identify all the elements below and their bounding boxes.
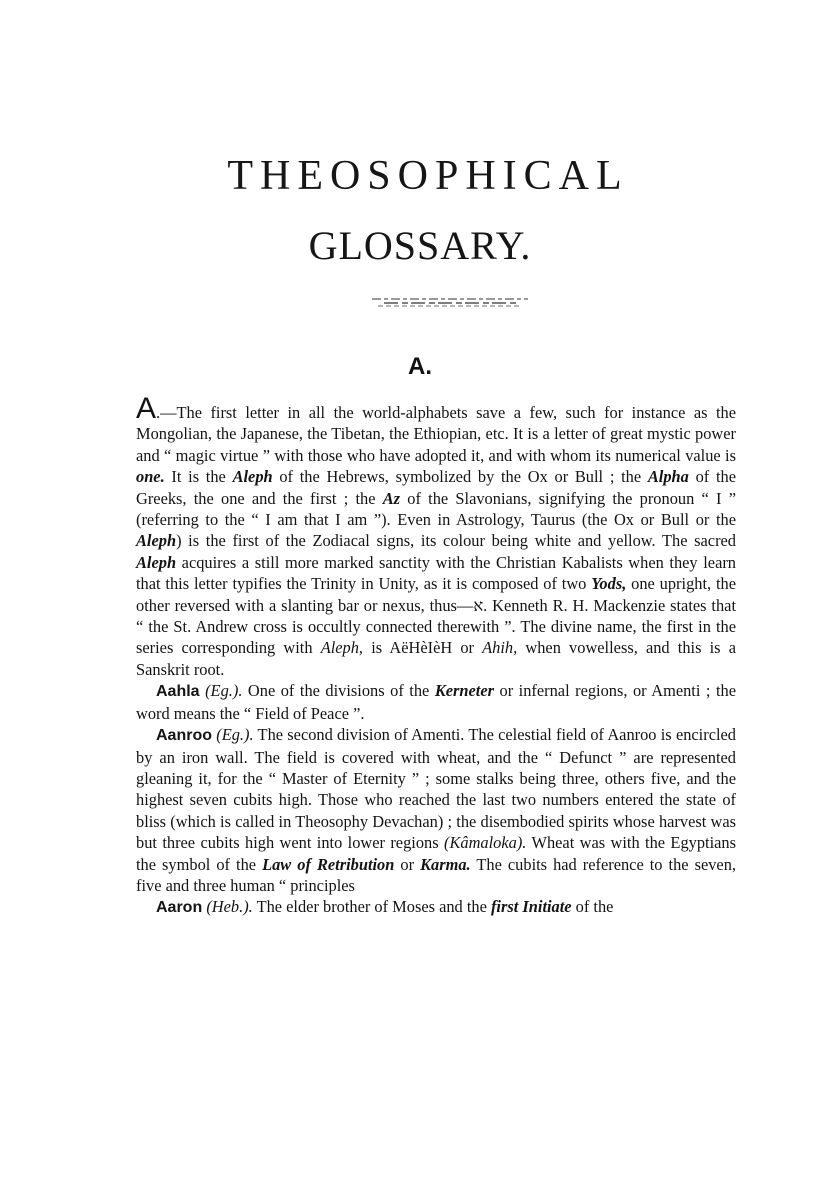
entry-origin: (Eg.). bbox=[216, 725, 254, 745]
entry-text: The second division of Amenti. The celestial field of Aanroo is encircled by an iron wall. The field is covered with wheat, and the “ Defunct ” are represented gleaning it, for the “ Master of Eternity ” ; some stalks being three, others five, and the highest seven cubits high. Those who reached the last two numbers entered the state of bliss (which is called in Theosophy Devachan) ; the disembodied spirits whose harvest was but three cubits high went into lower regions bbox=[136, 725, 736, 853]
entry-aaron bbox=[136, 896, 736, 918]
entry-aahla bbox=[136, 680, 736, 724]
entry-emphasis: Az bbox=[382, 488, 401, 508]
entry-emphasis: Yods, bbox=[591, 574, 627, 594]
entry-text: of the Greeks, the one and the first ; the bbox=[136, 467, 737, 508]
entry-text: or bbox=[394, 854, 421, 874]
entry-a bbox=[136, 392, 737, 680]
entry-emphasis: Law of Retribution bbox=[262, 854, 395, 874]
entry-aanroo bbox=[136, 724, 736, 896]
entry-emphasis: Ahih, bbox=[482, 638, 518, 658]
entry-text: .—The first letter in all the world-alphabets save a few, such for instance as the Mongolian, the Japanese, the Tibetan, the Ethiopian, etc. It is a letter of great mystic power and “ magic virtue ” with those who have adopted it, and with whom its numerical value is bbox=[136, 403, 736, 465]
entry-emphasis: Aleph bbox=[232, 467, 273, 487]
entry-term: Aanroo bbox=[156, 727, 212, 745]
entry-emphasis: Kerneter bbox=[434, 681, 494, 701]
entry-emphasis: Aleph, bbox=[320, 638, 364, 658]
entry-text: or infernal regions, or Amenti ; the word means the “ Field of Peace ”. bbox=[136, 681, 736, 723]
entry-text: The elder brother of Moses and the bbox=[252, 897, 491, 917]
entry-text: is AëHèIèH or bbox=[363, 638, 483, 658]
entry-text: when vowelless, and this is a Sanskrit root. bbox=[136, 638, 736, 679]
entry-origin: (Eg.). bbox=[205, 681, 243, 701]
entry-term: Aahla bbox=[156, 683, 200, 701]
entry-text: Wheat was with the Egyptians the symbol of the bbox=[136, 833, 736, 874]
entry-text: of the Hebrews, symbolized by the Ox or Bull ; the bbox=[272, 467, 648, 487]
entry-emphasis: Aleph bbox=[136, 531, 177, 551]
entry-emphasis: one. bbox=[136, 467, 165, 487]
entry-text: of the bbox=[571, 897, 614, 917]
page-title-line-2: GLOSSARY. bbox=[308, 223, 532, 268]
page-title-line-1: THEOSOPHICAL bbox=[227, 153, 629, 199]
entry-text: It is the bbox=[164, 467, 233, 487]
entry-origin: (Heb.). bbox=[206, 897, 253, 917]
entry-emphasis: first Initiate bbox=[490, 897, 572, 917]
entry-text: acquires a still more marked sanctity with the Christian Kabalists when they learn that this letter typifies the Trinity in Unity, as it is composed of two bbox=[136, 552, 736, 594]
entry-emphasis: Aleph bbox=[136, 552, 177, 572]
entry-text: One of the divisions of the bbox=[242, 681, 435, 701]
entry-emphasis: Karma. bbox=[420, 854, 471, 874]
entry-text: ) is the first of the Zodiacal signs, its colour being white and yellow. The sacred bbox=[176, 531, 736, 551]
entry-text: of the Slavonians, signifying the pronoun “ I ” (referring to the “ I am that I am ”). Even in Astrology, Taurus (the Ox or Bull or the bbox=[136, 488, 736, 530]
section-heading: A. bbox=[408, 353, 432, 380]
entry-text: one upright, the other reversed with a slanting bar or nexus, thus—א. Kenneth R. H. Mackenzie states that “ the St. Andrew cross is occultly connected therewith ”. The divine name, the first in the series corresponding with bbox=[136, 574, 737, 658]
decorative-rule bbox=[370, 296, 530, 308]
entry-term: Aaron bbox=[156, 899, 203, 917]
entry-emphasis: Alpha bbox=[647, 467, 689, 487]
glossary-body bbox=[136, 392, 737, 919]
entry-text: The cubits had reference to the seven, five and three human “ principles bbox=[136, 854, 736, 895]
entry-emphasis: (Kâmaloka). bbox=[443, 833, 527, 853]
dropcap-letter: A bbox=[136, 392, 157, 425]
